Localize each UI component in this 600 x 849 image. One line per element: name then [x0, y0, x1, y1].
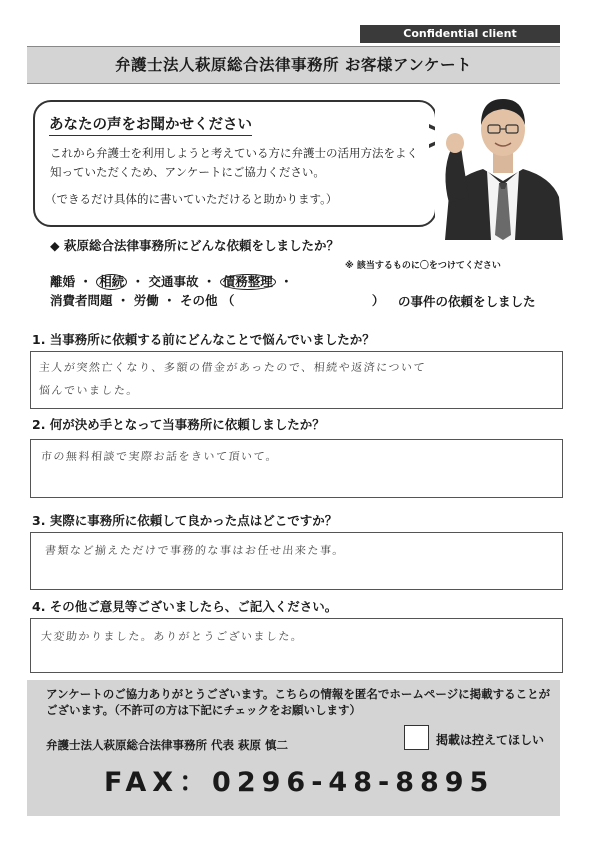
option-other-blank[interactable]: （ ） [221, 293, 385, 308]
bubble-heading: あなたの声をお聞かせください [49, 113, 252, 136]
answer-box-3[interactable] [30, 532, 563, 590]
footer-thanks: アンケートのご協力ありがとうございます。こちらの情報を匿名でホームページに掲載することがございます。（不許可の方は下記にチェックをお願いします） [46, 687, 551, 717]
answer-2-line-1: 市の無料相談で実際お話をきいて頂いて。 [40, 450, 279, 463]
question-1: 1. 当事務所に依頼する前にどんなことで悩んでいましたか？ [32, 332, 375, 347]
answer-box-1[interactable] [30, 351, 563, 409]
request-options-line2: 消費者問題 ・ 労働 ・ その他 （ ） [50, 293, 385, 308]
bubble-note: （できるだけ具体的に書いていただけると助かります。） [45, 192, 338, 206]
request-options-line1: 離婚 ・ 相続 ・ 交通事故 ・ 債務整理 ・ [50, 274, 293, 289]
lawyer-photo [435, 85, 570, 240]
page-title: 弁護士法人萩原総合法律事務所 お客様アンケート [115, 56, 472, 74]
option-debt-consolidation[interactable]: 債務整理 [220, 274, 276, 290]
option-other[interactable]: その他 [179, 293, 218, 308]
answer-3-line-1: 書類など揃えただけで事務的な事はお任せ出来た事。 [44, 544, 346, 557]
request-question: ◆ 萩原総合法律事務所にどんな依頼をしましたか？ [50, 238, 339, 253]
answer-4-line-1: 大変助かりました。ありがとうございました。 [40, 630, 305, 643]
answer-1-line-1: 主人が突然亡くなり、多額の借金があったので、相続や返済について [38, 361, 427, 374]
lawyer-portrait-illustration [435, 85, 570, 240]
option-consumer-issues[interactable]: 消費者問題 [50, 293, 113, 308]
footer-organization: 弁護士法人萩原総合法律事務所 代表 萩原 慎二 [46, 738, 289, 752]
answer-box-4[interactable] [30, 618, 563, 673]
mark-instruction: ※ 該当するものに〇をつけてください [345, 261, 501, 271]
answer-box-2[interactable] [30, 439, 563, 498]
option-inheritance[interactable]: 相続 [96, 274, 127, 290]
option-divorce[interactable]: 離婚 [50, 274, 76, 289]
question-3: 3. 実際に事務所に依頼して良かった点はどこですか？ [32, 513, 338, 528]
option-traffic-accident[interactable]: 交通事故 [148, 274, 199, 289]
fax-number: FAX：0296-48-8895 [104, 767, 495, 798]
request-suffix: の事件の依頼をしました [398, 294, 536, 309]
question-4: 4. その他ご意見等ございましたら、ご記入ください。 [32, 599, 338, 614]
answer-1-line-2: 悩んでいました。 [38, 384, 140, 397]
confidential-label: Confidential client [360, 25, 560, 43]
question-2: 2. 何が決め手となって当事務所に依頼しましたか？ [32, 417, 325, 432]
title-bar [27, 46, 560, 84]
no-publish-checkbox[interactable] [404, 725, 429, 750]
option-labor[interactable]: 労働 [133, 293, 159, 308]
bubble-body: これから弁護士を利用しようと考えている方に弁護士の活用方法をよく知っていただくため、アンケートにご協力ください。 [50, 146, 418, 179]
no-publish-label: 掲載は控えてほしい [436, 733, 545, 747]
